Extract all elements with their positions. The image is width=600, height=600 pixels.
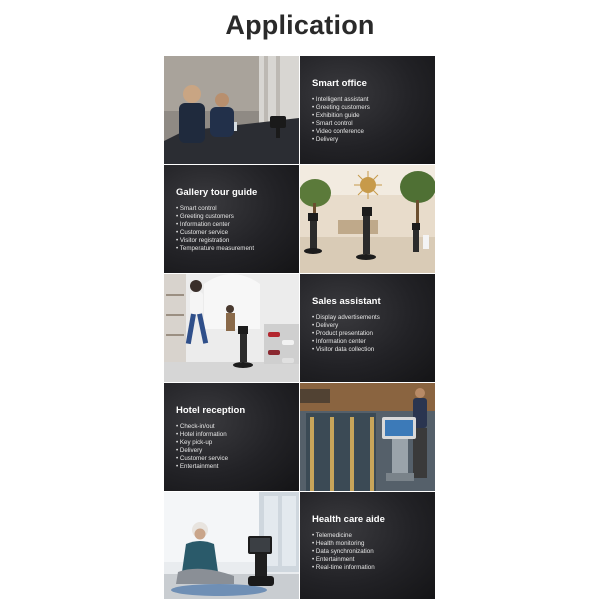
gallery-tour-guide-title: Gallery tour guide <box>176 187 258 198</box>
health-care-aide-card <box>300 492 435 599</box>
office-meeting-photo <box>164 56 299 164</box>
list-item: • Temperature measurement <box>176 245 254 253</box>
list-item: • Entertainment <box>176 463 228 471</box>
hotel-reception-card <box>164 383 299 491</box>
sales-assistant-card <box>300 274 435 382</box>
list-item: • Smart control <box>176 205 254 213</box>
shoe-store-photo <box>164 274 299 382</box>
list-item: • Customer service <box>176 455 228 463</box>
list-item: • Check-in/out <box>176 423 228 431</box>
list-item: • Intelligent assistant <box>312 96 370 104</box>
hotel-reception-photo <box>300 383 435 491</box>
smart-office-title: Smart office <box>312 78 367 89</box>
list-item: • Health monitoring <box>312 540 375 548</box>
gallery-lobby-photo <box>300 165 435 273</box>
list-item: • Exhibition guide <box>312 112 370 120</box>
list-item: • Data synchronization <box>312 548 375 556</box>
hotel-reception-list <box>176 423 228 472</box>
list-item: • Visitor registration <box>176 237 254 245</box>
sales-assistant-list <box>312 314 380 354</box>
gallery-tour-guide-list <box>176 205 254 254</box>
health-care-aide-title: Health care aide <box>312 514 385 525</box>
gallery-tour-guide-card <box>164 165 299 273</box>
list-item: • Delivery <box>312 322 380 330</box>
hotel-reception-title: Hotel reception <box>176 405 246 416</box>
sales-assistant-title: Sales assistant <box>312 296 381 307</box>
application-grid <box>164 56 435 599</box>
list-item: • Video conference <box>312 128 370 136</box>
list-item: • Smart control <box>312 120 370 128</box>
list-item: • Visitor data collection <box>312 346 380 354</box>
smart-office-card <box>300 56 435 164</box>
list-item: • Greeting customers <box>312 104 370 112</box>
list-item: • Information center <box>176 221 254 229</box>
list-item: • Delivery <box>312 136 370 144</box>
smart-office-list <box>312 96 370 145</box>
list-item: • Information center <box>312 338 380 346</box>
list-item: • Product presentation <box>312 330 380 338</box>
list-item: • Delivery <box>176 447 228 455</box>
page-title: Application <box>225 10 375 40</box>
meditation-room-photo <box>164 492 299 599</box>
list-item: • Telemedicine <box>312 532 375 540</box>
list-item: • Hotel information <box>176 431 228 439</box>
list-item: • Greeting customers <box>176 213 254 221</box>
list-item: • Display advertisements <box>312 314 380 322</box>
list-item: • Key pick-up <box>176 439 228 447</box>
list-item: • Real-time information <box>312 564 375 572</box>
health-care-aide-list <box>312 532 375 572</box>
list-item: • Entertainment <box>312 556 375 564</box>
list-item: • Customer service <box>176 229 254 237</box>
